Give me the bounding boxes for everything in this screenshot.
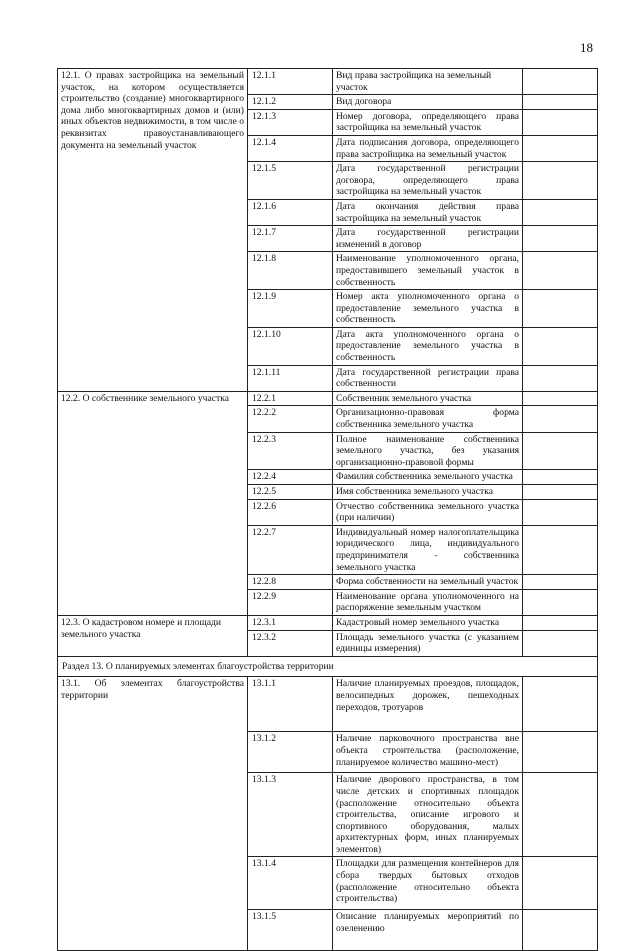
group-title: 13.1. Об элементах благоустройства территории	[58, 677, 248, 951]
item-value-cell	[523, 432, 598, 470]
item-description: Имя собственника земельного участка	[333, 485, 523, 500]
item-description: Вид права застройщика на земельный участок	[333, 69, 523, 95]
item-code: 12.2.7	[248, 525, 333, 574]
item-code: 12.1.1	[248, 69, 333, 95]
item-code: 12.1.9	[248, 290, 333, 328]
item-code: 13.1.5	[248, 910, 333, 951]
item-description: Дата государственной регистрации договора, определяющего права застройщика на земельный участок	[333, 162, 523, 200]
item-value-cell	[523, 391, 598, 406]
item-code: 12.2.2	[248, 406, 333, 432]
item-value-cell	[523, 290, 598, 328]
item-description: Наличие дворового пространства, в том числе детских и спортивных площадок (расположение относительно объекта строительства, описание игрового и спортивного оборудования, малых архитектурных форм, иных планируемых элементов)	[333, 773, 523, 857]
item-value-cell	[523, 499, 598, 525]
item-description: Номер договора, определяющего права застройщика на земельный участок	[333, 109, 523, 135]
item-code: 13.1.4	[248, 857, 333, 910]
group-title: 12.1. О правах застройщика на земельный участок, на котором осуществляется строительство (создание) многоквартирного дома либо многоквартирных домов и (или) иных объектов недвижимости, в том числе о реквизитах правоустанавливающего документа на земельный участок	[58, 69, 248, 392]
section-heading-row	[58, 656, 598, 677]
item-description: Дата акта уполномоченного органа о предоставление земельного участка в собственность	[333, 327, 523, 365]
item-value-cell	[523, 525, 598, 574]
item-code: 12.1.10	[248, 327, 333, 365]
item-code: 13.1.3	[248, 773, 333, 857]
item-description: Отчество собственника земельного участка (при наличии)	[333, 499, 523, 525]
item-value-cell	[523, 69, 598, 95]
page-number: 18	[580, 40, 593, 55]
item-value-cell	[523, 773, 598, 857]
item-value-cell	[523, 226, 598, 252]
item-value-cell	[523, 162, 598, 200]
item-code: 12.2.5	[248, 485, 333, 500]
item-value-cell	[523, 135, 598, 161]
item-description: Описание планируемых мероприятий по озеленению	[333, 910, 523, 951]
item-description: Площадь земельного участка (с указанием единицы измерения)	[333, 630, 523, 656]
item-code: 12.3.1	[248, 615, 333, 630]
table-row	[58, 677, 598, 732]
item-value-cell	[523, 406, 598, 432]
item-code: 13.1.1	[248, 677, 333, 732]
item-code: 12.2.9	[248, 589, 333, 615]
item-value-cell	[523, 199, 598, 225]
item-value-cell	[523, 365, 598, 391]
item-description: Дата окончания действия права застройщика на земельный участок	[333, 199, 523, 225]
item-value-cell	[523, 485, 598, 500]
item-value-cell	[523, 252, 598, 290]
item-code: 12.1.3	[248, 109, 333, 135]
item-code: 12.2.3	[248, 432, 333, 470]
item-code: 12.1.8	[248, 252, 333, 290]
item-description: Кадастровый номер земельного участка	[333, 615, 523, 630]
item-code: 12.1.5	[248, 162, 333, 200]
table-row	[58, 69, 598, 95]
item-description: Дата государственной регистрации изменений в договор	[333, 226, 523, 252]
group-title: 12.2. О собственнике земельного участка	[58, 391, 248, 615]
item-code: 12.3.2	[248, 630, 333, 656]
item-description: Номер акта уполномоченного органа о предоставление земельного участка в собственность	[333, 290, 523, 328]
item-code: 12.1.7	[248, 226, 333, 252]
table-row	[58, 615, 598, 630]
item-value-cell	[523, 575, 598, 590]
item-value-cell	[523, 677, 598, 732]
item-description: Форма собственности на земельный участок	[333, 575, 523, 590]
item-description: Наличие планируемых проездов, площадок, велосипедных дорожек, пешеходных переходов, тротуаров	[333, 677, 523, 732]
item-code: 12.1.4	[248, 135, 333, 161]
item-code: 13.1.2	[248, 732, 333, 773]
item-code: 12.1.6	[248, 199, 333, 225]
item-description: Наименование органа уполномоченного на распоряжение земельным участком	[333, 589, 523, 615]
document-body	[57, 68, 597, 951]
table-row	[58, 391, 598, 406]
item-value-cell	[523, 630, 598, 656]
section-heading: Раздел 13. О планируемых элементах благоустройства территории	[58, 656, 598, 677]
item-value-cell	[523, 109, 598, 135]
item-description: Вид договора	[333, 95, 523, 110]
item-value-cell	[523, 589, 598, 615]
item-value-cell	[523, 857, 598, 910]
item-code: 12.2.6	[248, 499, 333, 525]
item-code: 12.2.8	[248, 575, 333, 590]
item-description: Дата государственной регистрации права собственности	[333, 365, 523, 391]
item-description: Полное наименование собственника земельного участка, без указания организационно-правовой формы	[333, 432, 523, 470]
item-value-cell	[523, 615, 598, 630]
item-description: Наличие парковочного пространства вне объекта строительства (расположение, планируемое количество машино-мест)	[333, 732, 523, 773]
item-description: Индивидуальный номер налогоплательщика юридического лица, индивидуального предпринимателя - собственника земельного участка	[333, 525, 523, 574]
disclosure-table	[57, 68, 598, 951]
item-value-cell	[523, 732, 598, 773]
item-description: Наименование уполномоченного органа, предоставившего земельный участок в собственность	[333, 252, 523, 290]
item-description: Площадки для размещения контейнеров для сбора твердых бытовых отходов (расположение относительно объекта строительства)	[333, 857, 523, 910]
group-title: 12.3. О кадастровом номере и площади земельного участка	[58, 615, 248, 656]
item-description: Фамилия собственника земельного участка	[333, 470, 523, 485]
item-code: 12.2.4	[248, 470, 333, 485]
item-description: Собственник земельного участка	[333, 391, 523, 406]
item-value-cell	[523, 327, 598, 365]
item-code: 12.2.1	[248, 391, 333, 406]
item-description: Организационно-правовая форма собственника земельного участка	[333, 406, 523, 432]
item-value-cell	[523, 910, 598, 951]
item-value-cell	[523, 95, 598, 110]
item-description: Дата подписания договора, определяющего права застройщика на земельный участок	[333, 135, 523, 161]
item-value-cell	[523, 470, 598, 485]
item-code: 12.1.2	[248, 95, 333, 110]
item-code: 12.1.11	[248, 365, 333, 391]
